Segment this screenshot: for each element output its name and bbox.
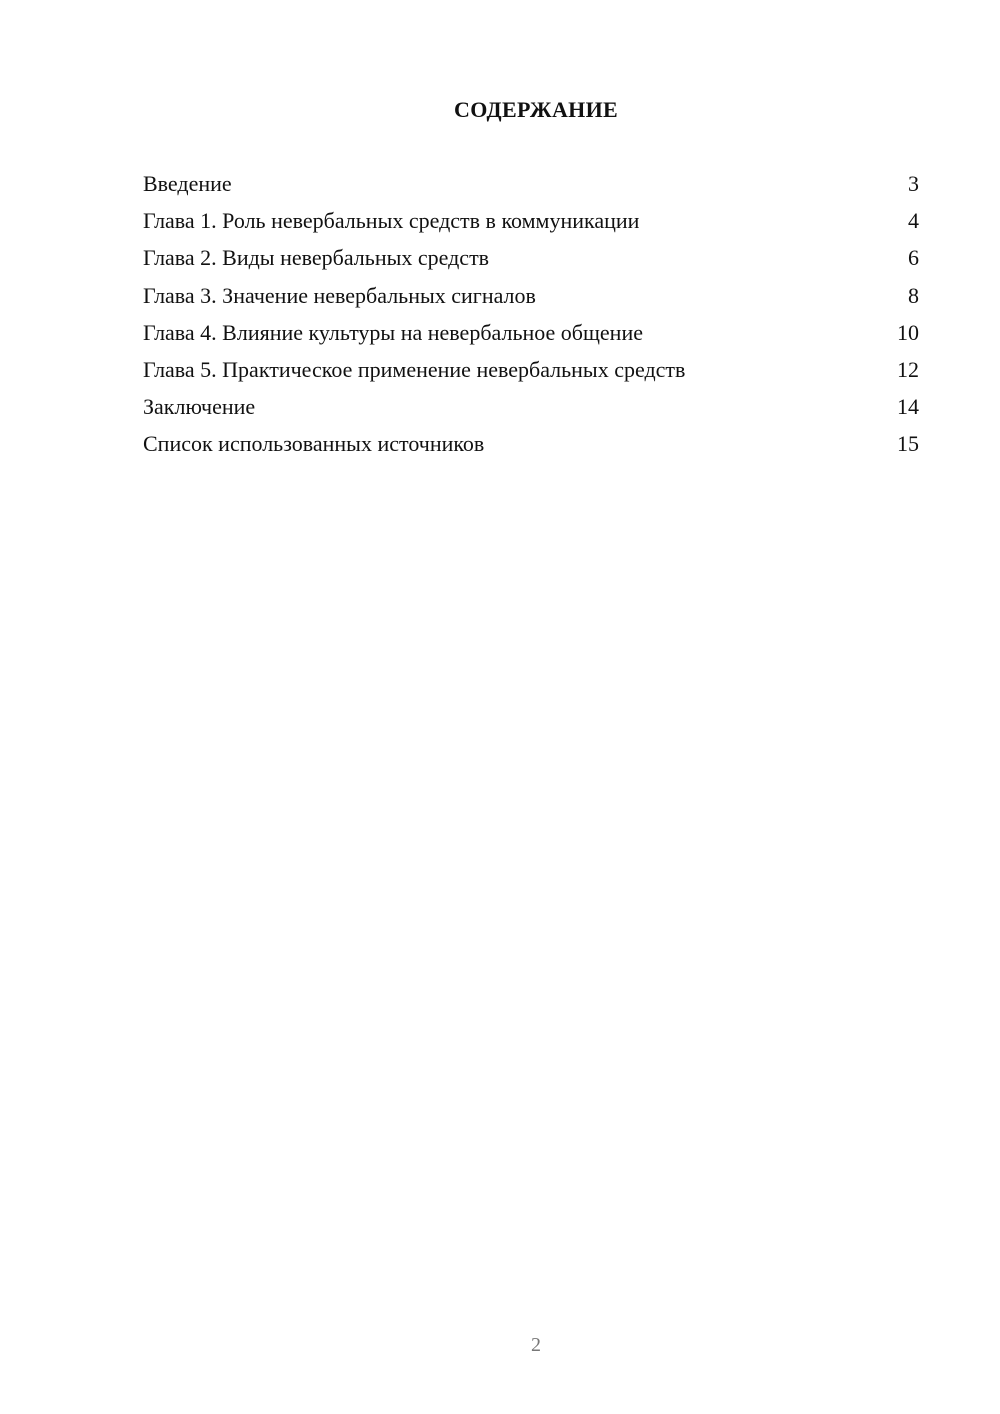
toc-entry-chapter-1 xyxy=(143,206,919,243)
toc-entry-title: Список использованных источников xyxy=(143,431,485,457)
toc-entry-references xyxy=(143,429,919,466)
toc-entry-chapter-5 xyxy=(143,355,919,392)
toc-entry-page-number: 8 xyxy=(908,282,919,308)
toc-entry-title: Глава 4. Влияние культуры на невербальное общение xyxy=(143,319,643,345)
toc-entry-introduction xyxy=(143,169,919,206)
toc-entry-title: Глава 3. Значение невербальных сигналов xyxy=(143,282,536,308)
page-footer-number: 2 xyxy=(531,1334,541,1356)
toc-entry-title: Глава 1. Роль невербальных средств в коммуникации xyxy=(143,208,640,234)
toc-entry-title: Заключение xyxy=(143,394,256,420)
toc-entry-page-number: 4 xyxy=(908,208,919,234)
toc-entry-page-number: 10 xyxy=(897,319,919,345)
toc-entry-page-number: 14 xyxy=(897,394,919,420)
toc-entry-title: Глава 2. Виды невербальных средств xyxy=(143,245,490,271)
table-of-contents-list xyxy=(143,169,919,467)
toc-entry-chapter-2 xyxy=(143,243,919,280)
toc-entry-page-number: 3 xyxy=(908,171,919,196)
toc-entry-conclusion xyxy=(143,392,919,429)
toc-entry-title: Глава 5. Практическое применение невербальных средств xyxy=(143,356,686,382)
toc-entry-chapter-4 xyxy=(143,318,919,355)
toc-entry-title: Введение xyxy=(143,171,232,196)
toc-entry-page-number: 12 xyxy=(897,356,919,382)
table-of-contents-heading: СОДЕРЖАНИЕ xyxy=(454,97,618,122)
toc-entry-chapter-3 xyxy=(143,281,919,318)
toc-entry-page-number: 15 xyxy=(897,431,919,457)
toc-entry-page-number: 6 xyxy=(908,245,919,271)
